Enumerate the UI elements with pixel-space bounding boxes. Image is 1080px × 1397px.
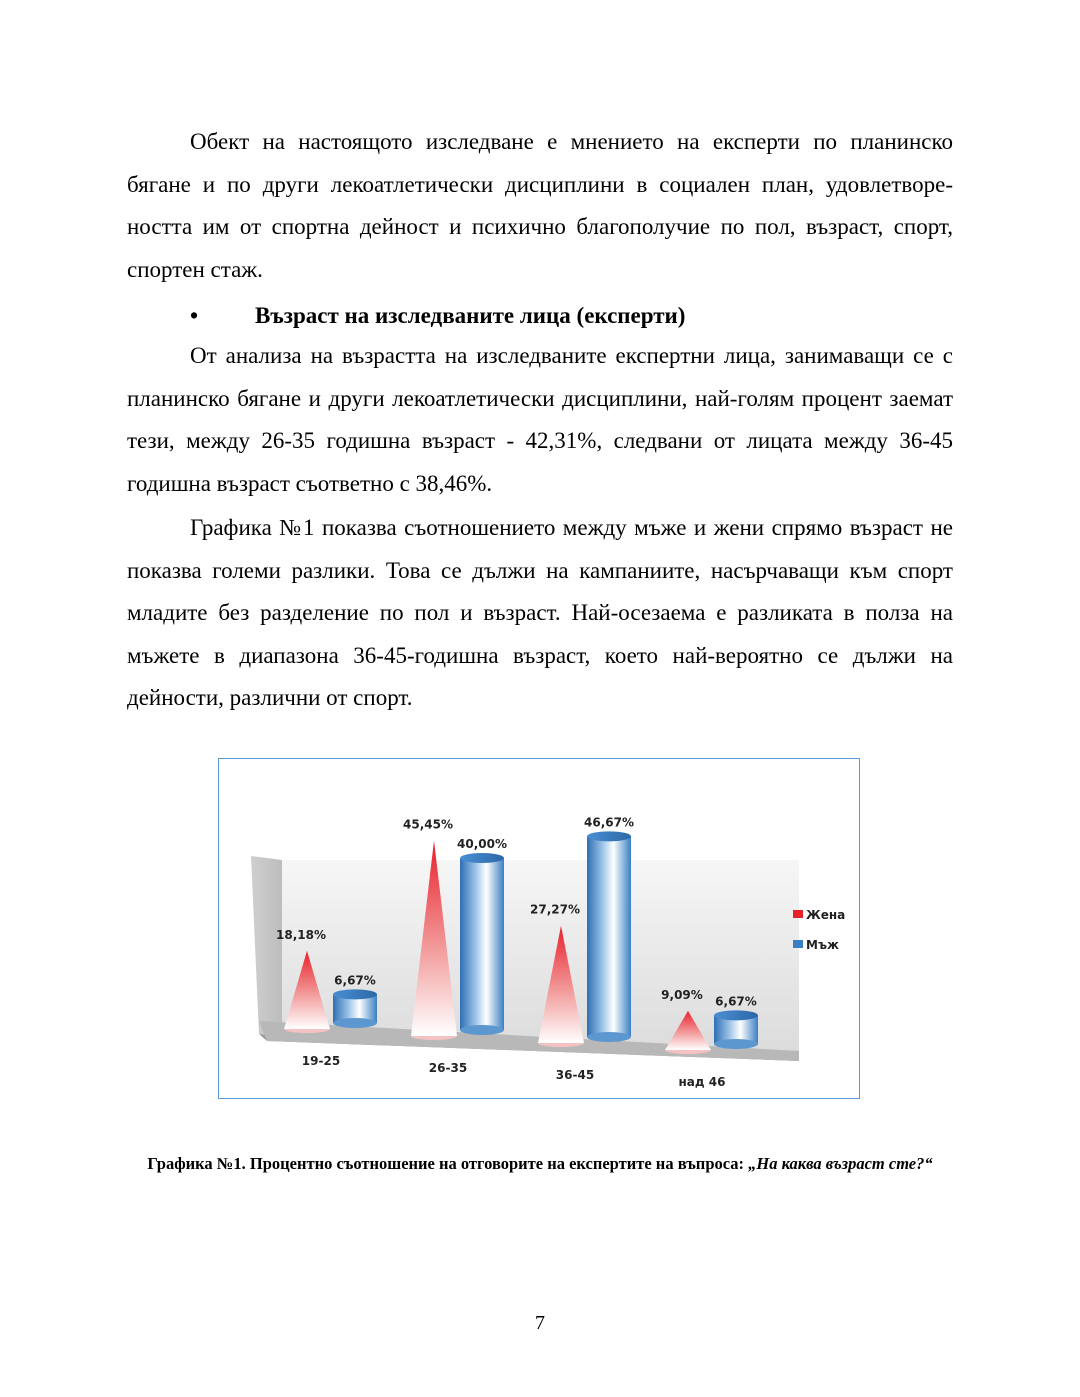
bullet-heading [127, 296, 953, 336]
figure-caption [127, 1152, 953, 1176]
category-label-3: над 46 [678, 1075, 726, 1089]
legend-swatch-maj [793, 940, 803, 948]
chart-frame [218, 758, 860, 1099]
data-label-maj-3: 6,67% [715, 994, 757, 1009]
cylinder-top-0 [333, 989, 377, 999]
paragraph-2 [127, 335, 953, 505]
bullet-heading-text: Възраст на изследваните лица (експерти) [255, 303, 686, 328]
chart-side-wall [251, 856, 282, 1037]
cylinder-bar-maj-1 [460, 858, 504, 1030]
data-label-maj-1: 40,00% [457, 837, 507, 851]
data-label-jena-2: 27,27% [530, 902, 580, 917]
legend-label-maj: Мъж [806, 938, 839, 952]
caption-italic: „На каква възраст сте?“ [748, 1154, 933, 1173]
paragraph-1 [127, 121, 953, 291]
paragraph-3 [127, 507, 953, 720]
cylinder-base-3 [714, 1039, 758, 1049]
data-label-maj-2: 46,67% [584, 815, 634, 830]
caption-bold: Графика №1. Процентно съотношение на отговорите на експертите на въпроса: [147, 1154, 749, 1173]
paragraph-3-text: Графика №1 показва съотношението между мъже и жени спрямо възраст не показва големи разлики. Това се дължи на кампаниите, насърчаващи към спорт младите без разделение по пол и възраст. Най-осезаема е разликата в полза на мъжете в диапазона 36-45-годишна възраст, което най-вероятно се дължи на дейности, различни от спорт. [127, 515, 953, 710]
category-label-1: 26-35 [428, 1061, 468, 1075]
cylinder-base-2 [587, 1032, 631, 1042]
cylinder-bar-maj-2 [587, 836, 631, 1037]
page-number: 7 [535, 1312, 545, 1334]
cylinder-top-1 [460, 853, 504, 863]
legend-swatch-jena [793, 910, 803, 918]
legend-label-jena: Жена [806, 908, 846, 922]
data-label-jena-3: 9,09% [661, 987, 703, 1002]
age-gender-chart [219, 759, 861, 1100]
cylinder-top-3 [714, 1010, 758, 1020]
paragraph-2-text: От анализа на възрастта на изследваните експертни лица, занимаващи се с планинско бягане и други лекоатлетически дисциплини, най-голям процент заемат тези, между 26-35 годишна възраст - 42,31%, следвани от лицата между 36-45 годишна възраст съответно с 38,46%. [127, 343, 953, 496]
bullet-icon: • [190, 303, 199, 328]
category-label-0: 19-25 [301, 1054, 341, 1068]
cylinder-base-1 [460, 1025, 504, 1035]
data-label-maj-0: 6,67% [334, 973, 376, 988]
cylinder-base-0 [333, 1018, 377, 1028]
category-label-2: 36-45 [555, 1068, 595, 1082]
cylinder-top-2 [587, 831, 631, 841]
data-label-jena-0: 18,18% [276, 927, 326, 942]
data-label-jena-1: 45,45% [403, 817, 453, 832]
paragraph-1-text: Обект на настоящото изследване е мнението на експерти по планинско бягане и по други лекоатлетически дисциплини в социален план, удовлетворе-ността им от спортна дейност и психично благополучие по пол, възраст, спорт, спортен стаж. [127, 129, 953, 282]
